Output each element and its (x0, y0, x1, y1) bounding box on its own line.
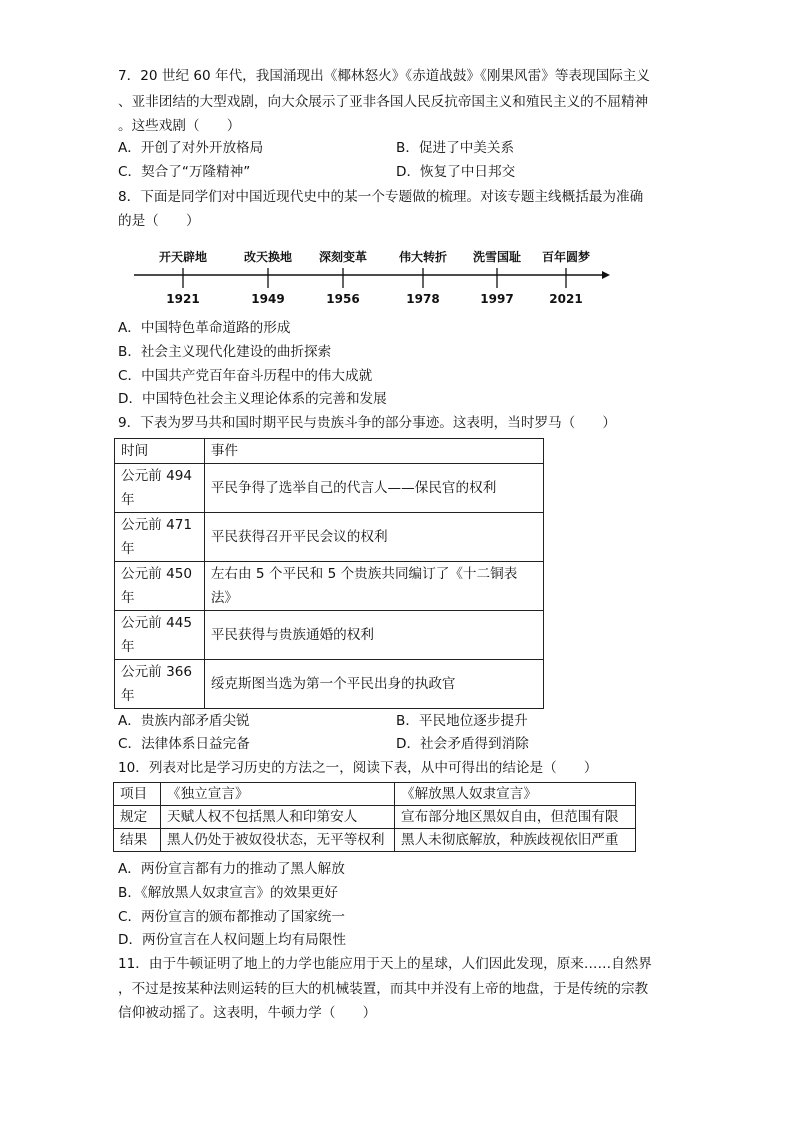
table-row (114, 806, 636, 829)
table-header-cell: 事件 (204, 439, 543, 464)
table-cell: 结果 (114, 829, 161, 852)
timeline-year-4: 1978 (406, 292, 440, 306)
q10-option-b: B．《解放黑人奴隶宣言》的效果更好 (118, 885, 339, 901)
table-row (115, 513, 544, 562)
table-cell-event: 左右由 5 个平民和 5 个贵族共同编订了《十二铜表法》 (204, 562, 543, 611)
timeline-year-1: 1921 (166, 292, 200, 306)
q7-option-a: A．开创了对外开放格局 (118, 140, 264, 156)
timeline-label-3: 深刻变革 (318, 250, 368, 264)
q8-option-c: C．中国共产党百年奋斗历程中的伟大成就 (118, 368, 373, 384)
table-cell-time: 公元前 471 年 (115, 513, 205, 562)
table-header-cell: 《独立宣言》 (161, 783, 395, 806)
table-cell: 黑人仍处于被奴役状态，无平等权利 (161, 829, 395, 852)
table-header-cell: 时间 (115, 439, 205, 464)
q10-stem: 10．列表对比是学习历史的方法之一，阅读下表，从中可得出的结论是（ ） (118, 760, 598, 776)
table-cell-time: 公元前 450 年 (115, 562, 205, 611)
q8-option-a: A．中国特色革命道路的形成 (118, 320, 291, 336)
table-cell: 天赋人权不包括黑人和印第安人 (161, 806, 395, 829)
table-cell-event: 平民获得与贵族通婚的权利 (204, 611, 543, 660)
q7-option-d: D．恢复了中日邦交 (396, 164, 516, 180)
timeline-year-2: 1949 (251, 292, 285, 306)
q7-stem-line1: 7．20 世纪 60 年代，我国涌现出《椰林怒火》《赤道战鼓》《刚果风雷》等表现国际主义 (118, 68, 650, 84)
table-row (114, 829, 636, 852)
q11-stem-line2: ，不过是按某种法则运转的巨大的机械装置，而其中并没有上帝的地盘，于是传统的宗教 (118, 981, 649, 997)
q10-option-d: D．两份宣言在人权问题上均有局限性 (118, 932, 346, 948)
timeline-year-3: 1956 (326, 292, 360, 306)
table-row (115, 611, 544, 660)
q7-option-b: B．促进了中美关系 (396, 140, 515, 156)
table-header-row (114, 783, 636, 806)
table-cell-event: 平民争得了选举自己的代言人——保民官的权利 (204, 464, 543, 513)
table-cell-event: 平民获得召开平民会议的权利 (204, 513, 543, 562)
q8-option-d: D．中国特色社会主义理论体系的完善和发展 (118, 391, 387, 407)
table-cell: 规定 (114, 806, 161, 829)
timeline-year-6: 2021 (549, 292, 583, 306)
timeline-label-1: 开天辟地 (158, 250, 208, 264)
q8-stem-line1: 8．下面是同学们对中国近现代史中的某一个专题做的梳理。对该专题主线概括最为准确 (118, 189, 644, 205)
table-row (115, 562, 544, 611)
q9-option-c: C．法律体系日益完备 (118, 736, 250, 752)
table-cell: 黑人未彻底解放，种族歧视依旧严重 (395, 829, 636, 852)
timeline-label-6: 百年圆梦 (541, 250, 591, 264)
table-cell-time: 公元前 445 年 (115, 611, 205, 660)
table-header-row (115, 439, 544, 464)
table-cell-time: 公元前 494 年 (115, 464, 205, 513)
q11-stem-line1: 11．由于牛顿证明了地上的力学也能应用于天上的星球，人们因此发现，原来……自然界 (118, 956, 652, 972)
q9-table (114, 438, 544, 709)
table-row (115, 464, 544, 513)
q8-stem-line2: 的是（ ） (118, 213, 200, 229)
timeline-year-5: 1997 (480, 292, 514, 306)
q9-option-d: D．社会矛盾得到消除 (396, 736, 529, 752)
table-cell-event: 绥克斯图当选为第一个平民出身的执政官 (204, 660, 543, 709)
q8-timeline (130, 240, 610, 310)
table-header-cell: 项目 (114, 783, 161, 806)
q10-table (113, 782, 636, 852)
q10-option-c: C．两份宣言的颁布都推动了国家统一 (118, 909, 345, 925)
timeline-label-4: 伟大转折 (398, 250, 448, 264)
q9-option-b: B．平民地位逐步提升 (396, 713, 528, 729)
table-row (115, 660, 544, 709)
table-header-cell: 《解放黑人奴隶宣言》 (395, 783, 636, 806)
q9-stem: 9．下表为罗马共和国时期平民与贵族斗争的部分事迹。这表明，当时罗马（ ） (118, 415, 617, 431)
q11-stem-line3: 信仰被动摇了。这表明，牛顿力学（ ） (118, 1005, 377, 1021)
q7-stem-line3: 。这些戏剧（ ） (118, 118, 241, 134)
q7-stem-line2: 、亚非团结的大型戏剧，向大众展示了亚非各国人民反抗帝国主义和殖民主义的不屈精神 (118, 94, 649, 110)
table-cell: 宣布部分地区黑奴自由，但范围有限 (395, 806, 636, 829)
table-cell-time: 公元前 366 年 (115, 660, 205, 709)
q9-option-a: A．贵族内部矛盾尖锐 (118, 713, 250, 729)
q7-option-c: C．契合了“万隆精神” (118, 164, 251, 180)
q8-option-b: B．社会主义现代化建设的曲折探索 (118, 344, 332, 360)
timeline-label-2: 改天换地 (243, 250, 293, 264)
q10-option-a: A．两份宣言都有力的推动了黑人解放 (118, 861, 345, 877)
timeline-label-5: 洗雪国耻 (472, 250, 522, 264)
